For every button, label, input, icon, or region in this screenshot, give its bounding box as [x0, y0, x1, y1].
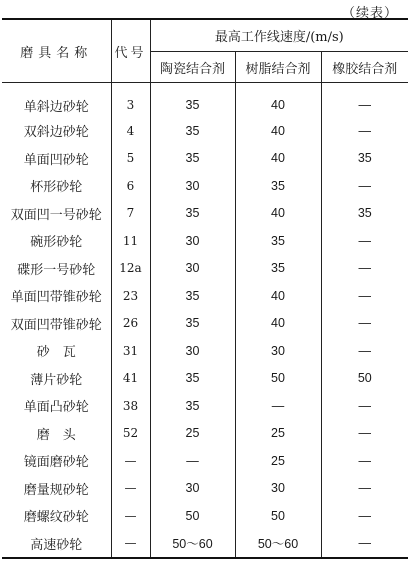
- tool-name-cell: 磨量规砂轮: [2, 475, 111, 503]
- ceramic-speed-cell: 35: [150, 365, 235, 393]
- code-cell: 7: [111, 200, 150, 228]
- rubber-speed-cell: —: [321, 310, 408, 338]
- tool-name-cell: 碗形砂轮: [2, 227, 111, 255]
- tool-name-cell: 单面凸砂轮: [2, 392, 111, 420]
- code-cell: 12a: [111, 255, 150, 283]
- rubber-speed-cell: —: [321, 420, 408, 448]
- resin-speed-cell: 50: [235, 365, 321, 393]
- header-code: 代号: [111, 19, 150, 83]
- header-rubber-bond: 橡胶结合剂: [321, 52, 408, 83]
- resin-speed-cell: 40: [235, 83, 321, 118]
- header-resin-bond: 树脂结合剂: [235, 52, 321, 83]
- table-row: [2, 475, 408, 503]
- rubber-speed-cell: 35: [321, 200, 408, 228]
- code-cell: 6: [111, 172, 150, 200]
- table-row: [2, 83, 408, 118]
- ceramic-speed-cell: 30: [150, 227, 235, 255]
- table-row: [2, 392, 408, 420]
- rubber-speed-cell: —: [321, 83, 408, 118]
- code-cell: —: [111, 502, 150, 530]
- table-row: [2, 282, 408, 310]
- rubber-speed-cell: —: [321, 530, 408, 559]
- tool-name-cell: 杯形砂轮: [2, 172, 111, 200]
- table-row: [2, 200, 408, 228]
- code-cell: 41: [111, 365, 150, 393]
- rubber-speed-cell: —: [321, 392, 408, 420]
- tool-name-cell: 单斜边砂轮: [2, 83, 111, 118]
- code-cell: 11: [111, 227, 150, 255]
- ceramic-speed-cell: 35: [150, 117, 235, 145]
- ceramic-speed-cell: 30: [150, 337, 235, 365]
- tool-name-cell: 双面凹带锥砂轮: [2, 310, 111, 338]
- ceramic-speed-cell: 35: [150, 392, 235, 420]
- resin-speed-cell: 35: [235, 227, 321, 255]
- table-caption: （续表）: [341, 6, 398, 21]
- table-row: [2, 145, 408, 173]
- tool-name-cell: 薄片砂轮: [2, 365, 111, 393]
- ceramic-speed-cell: 50～60: [150, 530, 235, 559]
- rubber-speed-cell: —: [321, 227, 408, 255]
- header-max-speed: 最高工作线速度/(m/s): [150, 19, 408, 52]
- resin-speed-cell: 40: [235, 145, 321, 173]
- code-cell: 4: [111, 117, 150, 145]
- resin-speed-cell: 30: [235, 337, 321, 365]
- tool-name-cell: 单面凹带锥砂轮: [2, 282, 111, 310]
- tool-name-cell: 磨螺纹砂轮: [2, 502, 111, 530]
- tool-name-cell: 双面凹一号砂轮: [2, 200, 111, 228]
- code-cell: —: [111, 475, 150, 503]
- rubber-speed-cell: 35: [321, 145, 408, 173]
- ceramic-speed-cell: 30: [150, 475, 235, 503]
- table-row: [2, 337, 408, 365]
- resin-speed-cell: 30: [235, 475, 321, 503]
- code-cell: 26: [111, 310, 150, 338]
- ceramic-speed-cell: 25: [150, 420, 235, 448]
- code-cell: 5: [111, 145, 150, 173]
- resin-speed-cell: 40: [235, 200, 321, 228]
- table-row: [2, 420, 408, 448]
- table-row: [2, 227, 408, 255]
- code-cell: 52: [111, 420, 150, 448]
- resin-speed-cell: 50: [235, 502, 321, 530]
- resin-speed-cell: 35: [235, 255, 321, 283]
- ceramic-speed-cell: 30: [150, 255, 235, 283]
- grinding-wheel-speed-table: [2, 18, 408, 559]
- table-row: [2, 502, 408, 530]
- resin-speed-cell: 40: [235, 117, 321, 145]
- resin-speed-cell: 40: [235, 310, 321, 338]
- rubber-speed-cell: —: [321, 475, 408, 503]
- header-tool-name: 磨具名称: [2, 19, 111, 83]
- rubber-speed-cell: —: [321, 447, 408, 475]
- table-row: [2, 310, 408, 338]
- code-cell: 3: [111, 83, 150, 118]
- resin-speed-cell: 25: [235, 420, 321, 448]
- table-row: [2, 530, 408, 559]
- ceramic-speed-cell: 35: [150, 282, 235, 310]
- code-cell: 38: [111, 392, 150, 420]
- tool-name-cell: 高速砂轮: [2, 530, 111, 559]
- resin-speed-cell: 40: [235, 282, 321, 310]
- ceramic-speed-cell: 35: [150, 83, 235, 118]
- table-body: [2, 83, 408, 559]
- tool-name-cell: 单面凹砂轮: [2, 145, 111, 173]
- code-cell: —: [111, 530, 150, 559]
- ceramic-speed-cell: —: [150, 447, 235, 475]
- rubber-speed-cell: —: [321, 337, 408, 365]
- ceramic-speed-cell: 35: [150, 145, 235, 173]
- tool-name-cell: 磨 头: [2, 420, 111, 448]
- tool-name-cell: 镜面磨砂轮: [2, 447, 111, 475]
- ceramic-speed-cell: 50: [150, 502, 235, 530]
- code-cell: 23: [111, 282, 150, 310]
- resin-speed-cell: —: [235, 392, 321, 420]
- table-row: [2, 117, 408, 145]
- table-row: [2, 172, 408, 200]
- table-row: [2, 255, 408, 283]
- rubber-speed-cell: —: [321, 117, 408, 145]
- tool-name-cell: 砂 瓦: [2, 337, 111, 365]
- table-row: [2, 365, 408, 393]
- rubber-speed-cell: 50: [321, 365, 408, 393]
- code-cell: —: [111, 447, 150, 475]
- tool-name-cell: 碟形一号砂轮: [2, 255, 111, 283]
- tool-name-cell: 双斜边砂轮: [2, 117, 111, 145]
- ceramic-speed-cell: 35: [150, 200, 235, 228]
- resin-speed-cell: 50～60: [235, 530, 321, 559]
- rubber-speed-cell: —: [321, 282, 408, 310]
- ceramic-speed-cell: 35: [150, 310, 235, 338]
- rubber-speed-cell: —: [321, 255, 408, 283]
- table-header: [2, 19, 408, 83]
- table-row: [2, 447, 408, 475]
- rubber-speed-cell: —: [321, 502, 408, 530]
- code-cell: 31: [111, 337, 150, 365]
- resin-speed-cell: 35: [235, 172, 321, 200]
- ceramic-speed-cell: 30: [150, 172, 235, 200]
- resin-speed-cell: 25: [235, 447, 321, 475]
- header-ceramic-bond: 陶瓷结合剂: [150, 52, 235, 83]
- rubber-speed-cell: —: [321, 172, 408, 200]
